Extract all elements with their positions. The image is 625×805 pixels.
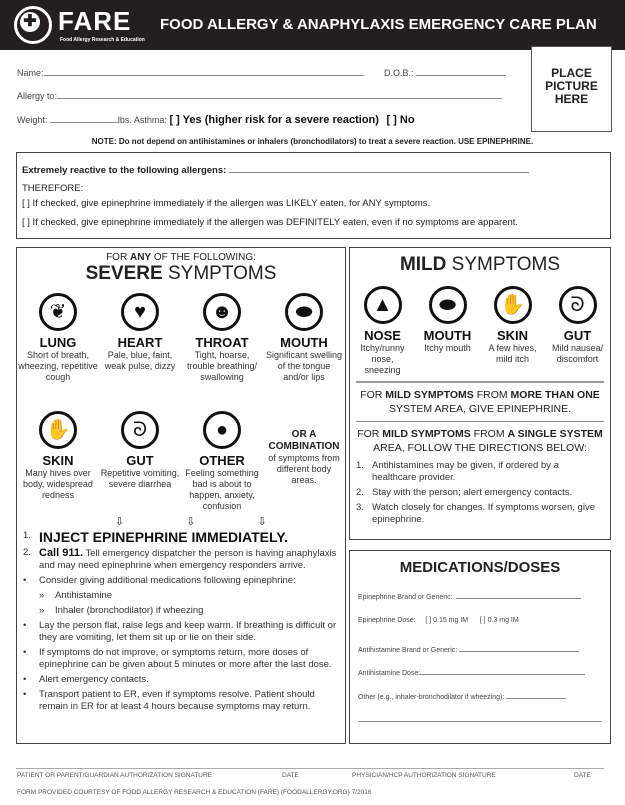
physician-signature-label: PHYSICIAN/HCP AUTHORIZATION SIGNATURE: [352, 772, 496, 779]
asthma-no-checkbox[interactable]: [ ] No: [386, 114, 415, 126]
mild-step: 2. Stay with the person; alert emergency contacts.: [356, 487, 573, 498]
heart-icon: ♥: [121, 293, 159, 331]
name-field[interactable]: [17, 68, 364, 78]
allergens-field[interactable]: [22, 165, 529, 176]
date-label: DATE: [282, 772, 299, 779]
bullet-item: • Lay the person flat, raise legs and keep warm. If breathing is difficult or they are vomiting, let them sit up or lie on their side.: [23, 620, 337, 643]
combination-note: OR A COMBINATION of symptoms from different body areas.: [268, 429, 340, 485]
step-call: 2. Call 911. Tell emergency dispatcher the person is having anaphylaxis and may need epinephrine when emergency responders arrive.: [23, 547, 337, 571]
bullet-item: • Transport patient to ER, even if symptoms resolve. Patient should remain in ER for at least 4 hours because symptoms may return.: [23, 689, 315, 712]
allergy-label: Allergy to:: [17, 91, 58, 101]
mild-step: 3. Watch closely for changes. If symptoms worsen, give epinephrine.: [356, 502, 595, 525]
name-label: Name:: [17, 68, 44, 78]
extra-line[interactable]: [358, 721, 602, 722]
stomach-icon: ᘐ: [121, 411, 159, 449]
severe-preamble: FOR ANY OF THE FOLLOWING:: [106, 252, 256, 263]
symptom-skin: ✋ SKIN Many hives over body, widespread redness: [18, 411, 98, 521]
asthma-yes-checkbox[interactable]: [ ] Yes (higher risk for a severe reaction): [169, 114, 379, 126]
pic-text: PICTURE: [545, 79, 598, 93]
stomach-icon: ᘐ: [559, 286, 597, 324]
arrow-down-icon: ⇩: [115, 516, 125, 528]
other-medication-field[interactable]: Other (e.g., inhaler-bronchodilator if wheezing):: [358, 691, 566, 701]
pic-text: PLACE: [551, 66, 592, 80]
dob-field[interactable]: [384, 68, 506, 78]
bullet-item: • Consider giving additional medications following epinephrine:: [23, 575, 296, 586]
step-inject: 1. INJECT EPINEPHRINE IMMEDIATELY.: [23, 529, 288, 545]
lung-icon: ❦: [39, 293, 77, 331]
antihistamine-dose-field[interactable]: Antihistamine Dose:: [358, 667, 585, 677]
dose-03-checkbox[interactable]: [ ] 0.3 mg IM: [479, 617, 519, 624]
hand-icon: ✋: [494, 286, 532, 324]
symptom-other: ● OTHER Feeling something bad is about to happen, anxiety, confusion: [182, 411, 262, 521]
symptom-mouth: ⬬ MOUTH Significant swelling of the tongue and/or lips: [264, 293, 344, 403]
arrow-down-icon: ⇩: [257, 516, 267, 528]
brain-icon: ●: [203, 411, 241, 449]
weight-field[interactable]: [17, 114, 415, 126]
mild-step: 1. Antihistamines may be given, if ordered by a healthcare provider.: [356, 460, 559, 483]
epi-dose-field: Epinephrine Dose: [ ] 0.15 mg IM [ ] 0.3 mg IM: [358, 617, 519, 624]
bullet-item: • Alert emergency contacts.: [23, 674, 149, 685]
weight-label: Weight:: [17, 115, 48, 125]
mild-single-system-note: FOR MILD SYMPTOMS FROM A SINGLE SYSTEM AREA, FOLLOW THE DIRECTIONS BELOW:: [357, 428, 603, 454]
date-label: DATE: [574, 772, 591, 779]
mouth-icon: ⬬: [429, 286, 467, 324]
reactive-label: Extremely reactive to the following allergens:: [22, 165, 227, 176]
bullet-item: • If symptoms do not improve, or symptoms return, more doses of epinephrine can be given about 5 minutes or more after the last dose.: [23, 647, 332, 670]
mild-mouth: ⬬ MOUTH Itchy mouth: [418, 286, 478, 381]
throat-icon: ☻: [203, 293, 241, 331]
lbs-label: lbs.: [117, 115, 132, 125]
page-title: FOOD ALLERGY & ANAPHYLAXIS EMERGENCY CARE PLAN: [160, 16, 597, 33]
nose-icon: ▲: [364, 286, 402, 324]
mouth-icon: ⬬: [285, 293, 323, 331]
mild-gut: ᘐ GUT Mild nausea/ discomfort: [548, 286, 608, 381]
footer-text: FORM PROVIDED COURTESY OF FOOD ALLERGY RESEARCH & EDUCATION (FARE) (FOODALLERGY.ORG) 7/2016: [17, 789, 372, 796]
medications-box: [349, 550, 611, 744]
allergen-box: [16, 152, 611, 239]
hand-icon: ✋: [39, 411, 77, 449]
sub-bullet-item: » Inhaler (bronchodilator) if wheezing: [39, 605, 204, 616]
therefore-label: THEREFORE:: [22, 183, 84, 194]
allergy-field[interactable]: [17, 91, 502, 101]
mild-nose: ▲ NOSE Itchy/runny nose, sneezing: [353, 286, 413, 381]
arrow-down-icon: ⇩: [186, 516, 196, 528]
signature-line[interactable]: [16, 768, 604, 769]
dose-015-checkbox[interactable]: [ ] 0.15 mg IM: [425, 617, 469, 624]
mild-title: MILD SYMPTOMS: [399, 254, 561, 275]
symptom-lung: ❦ LUNG Short of breath, wheezing, repetitive cough: [18, 293, 98, 403]
dob-label: D.O.B.:: [384, 68, 414, 78]
pic-text: HERE: [554, 92, 589, 106]
definitely-checkbox[interactable]: [ ] If checked, give epinephrine immediately if the allergen was DEFINITELY eaten, even if no symptoms are apparent.: [22, 217, 519, 228]
patient-signature-label: PATIENT OR PARENT/GUARDIAN AUTHORIZATION SIGNATURE: [17, 772, 213, 779]
mild-skin: ✋ SKIN A few hives, mild itch: [483, 286, 543, 381]
symptom-heart: ♥ HEART Pale, blue, faint, weak pulse, dizzy: [100, 293, 180, 403]
severe-symptoms-box: [16, 247, 346, 744]
antihistamine-brand-field[interactable]: Antihistamine Brand or Generic:: [358, 644, 579, 654]
logo-subtitle: Food Allergy Research & Education: [60, 37, 145, 43]
logo-text: FARE: [58, 6, 132, 36]
note-text: NOTE: Do not depend on antihistamines or inhalers (bronchodilators) to treat a severe reaction. USE EPINEPHRINE.: [91, 137, 534, 146]
likely-checkbox[interactable]: [ ] If checked, give epinephrine immediately if the allergen was LIKELY eaten, for ANY symptoms.: [22, 198, 431, 209]
mild-symptoms-box: [349, 247, 611, 540]
asthma-label: Asthma:: [133, 115, 167, 125]
epi-brand-field[interactable]: Epinephrine Brand or Generic:: [358, 591, 581, 601]
symptom-gut: ᘐ GUT Repetitive vomiting, severe diarrhea: [100, 411, 180, 521]
symptom-throat: ☻ THROAT Tight, hoarse, trouble breathing/ swallowing: [182, 293, 262, 403]
mild-multi-system-note: FOR MILD SYMPTOMS FROM MORE THAN ONE SYSTEM AREA, GIVE EPINEPHRINE.: [360, 389, 600, 415]
medications-title: MEDICATIONS/DOSES: [399, 559, 561, 576]
severe-title: SEVERE SYMPTOMS: [85, 263, 277, 284]
sub-bullet-item: » Antihistamine: [39, 590, 113, 601]
picture-placeholder[interactable]: [531, 46, 612, 132]
cross-icon: ✚: [20, 12, 40, 32]
